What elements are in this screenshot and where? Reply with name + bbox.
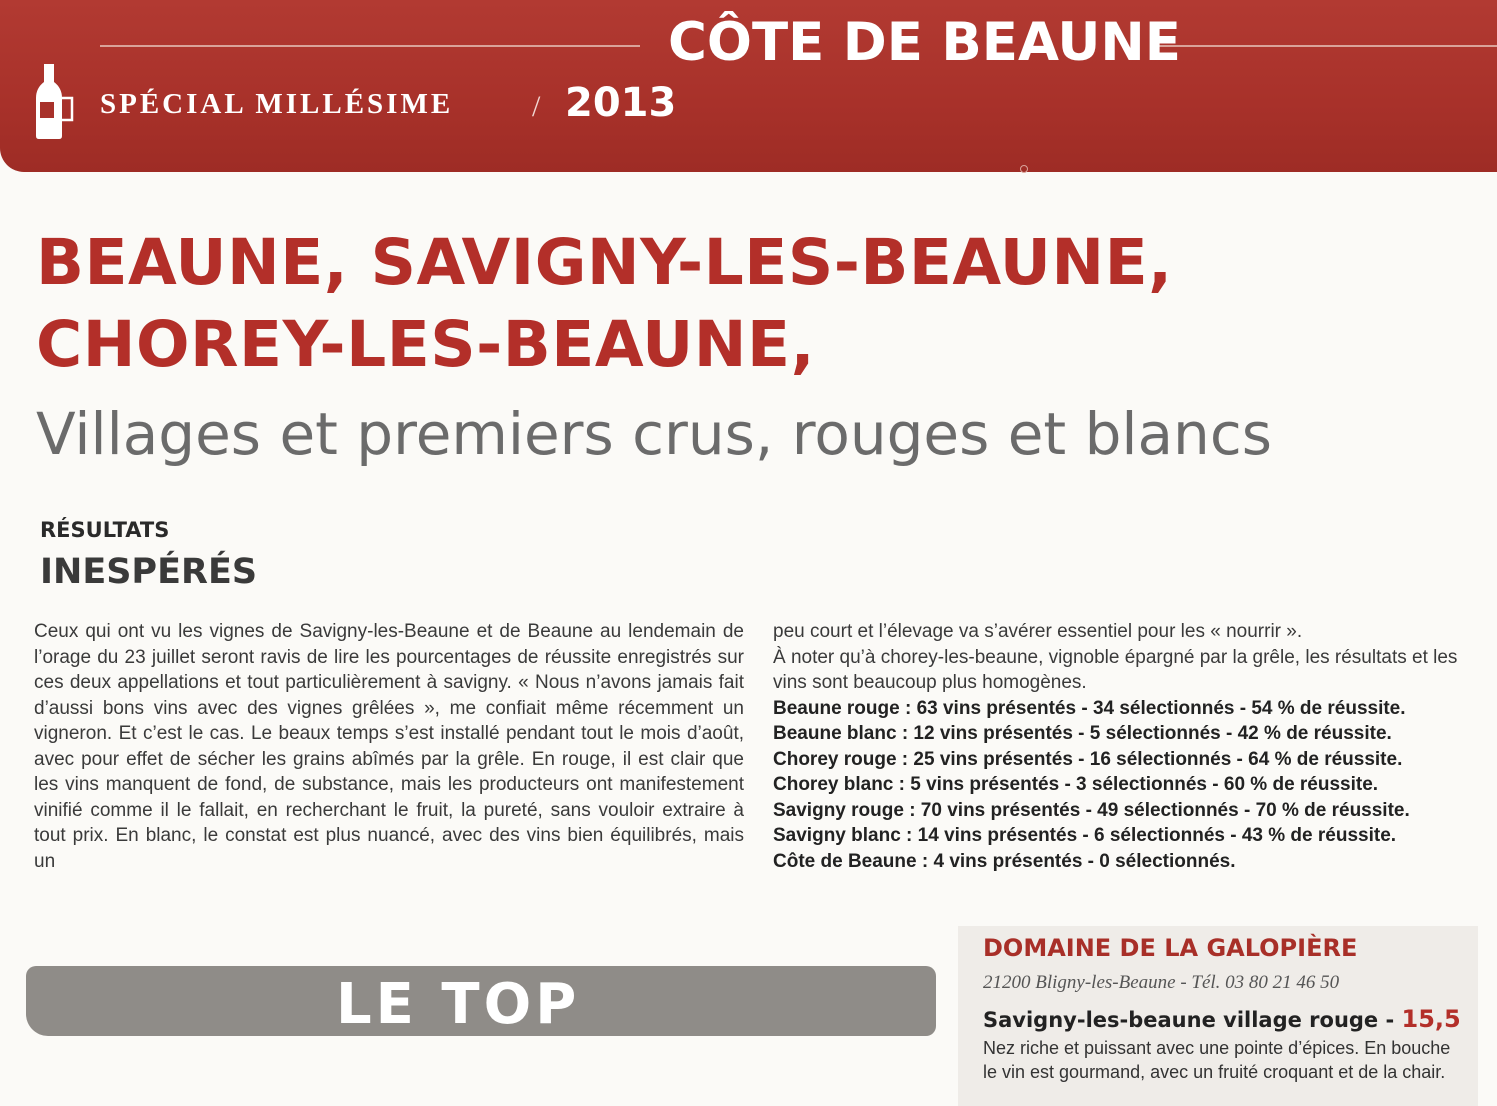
- stat-item: Chorey rouge : 25 vins présentés - 16 sélectionnés - 64 % de réussite.: [773, 748, 1403, 770]
- stat-item: Beaune rouge : 63 vins présentés - 34 sélectionnés - 54 % de réussite.: [773, 697, 1406, 719]
- article-column-right: [773, 619, 1463, 874]
- headline-line-2: CHOREY-LES-BEAUNE,: [36, 308, 815, 381]
- header-rule-left: [100, 45, 640, 47]
- article-note: À noter qu’à chorey-les-beaune, vignoble épargné par la grêle, les résultats et les vins sont beaucoup plus homogènes.: [773, 646, 1458, 693]
- results-kicker: RÉSULTATS: [40, 518, 170, 542]
- wine-name: Savigny-les-beaune village rouge -: [983, 1008, 1395, 1032]
- decorative-dot: [1020, 165, 1028, 173]
- header-rule-right: [1158, 45, 1497, 47]
- results-stats-list: [773, 696, 1463, 875]
- domaine-address: 21200 Bligny-les-Beaune - Tél. 03 80 21 46 50: [983, 972, 1340, 993]
- vintage-year: 2013: [565, 80, 677, 126]
- headline-line-1: BEAUNE, SAVIGNY-LES-BEAUNE,: [36, 226, 1173, 299]
- article-paragraph: Ceux qui ont vu les vignes de Savigny-les-Beaune et de Beaune au lendemain de l’orage du 23 juillet seront ravis de lire les pourcentages de réussite enregistrés sur ces deux appellations et tout particulièrement à savigny. « Nous n’avons jamais fait d’aussi bons vins avec des vignes grêlées », me confiait même récemment un vigneron. Et c’est le cas. Le beaux temps s’est installé pendant tout le mois d’août, avec pour effet de sécher les grains abîmés par la grêle. En rouge, il est clair que les vins manquent de fond, de substance, mais les producteurs ont manifestement vinifié comme il le fallait, en recherchant le fruit, la pureté, sans vouloir extraire à tout prix. En blanc, le constat est plus nuancé, avec des vins bien équilibrés, mais un: [34, 621, 744, 872]
- article-column-left: [34, 619, 744, 874]
- stat-item: Savigny rouge : 70 vins présentés - 49 sélectionnés - 70 % de réussite.: [773, 799, 1410, 821]
- results-title: INESPÉRÉS: [40, 552, 258, 592]
- stat-item: Côte de Beaune : 4 vins présentés - 0 sélectionnés.: [773, 850, 1236, 872]
- stat-item: Chorey blanc : 5 vins présentés - 3 sélectionnés - 60 % de réussite.: [773, 774, 1379, 795]
- stat-item: Beaune blanc : 12 vins présentés - 5 sélectionnés - 42 % de réussite.: [773, 723, 1392, 744]
- tasting-note: Nez riche et puissant avec une pointe d’épices. En bouche le vin est gourmand, avec un fruité croquant et de la chair.: [983, 1038, 1451, 1082]
- domaine-name: DOMAINE DE LA GALOPIÈRE: [983, 934, 1358, 962]
- special-label: SPÉCIAL MILLÉSIME: [100, 88, 454, 120]
- wine-score: 15,5: [1401, 1005, 1461, 1033]
- header-separator: /: [532, 90, 541, 123]
- wine-bottle-icon: [30, 62, 74, 140]
- headline-subtitle: Villages et premiers crus, rouges et blancs: [36, 400, 1272, 468]
- section-title: CÔTE DE BEAUNE: [668, 12, 1181, 73]
- article-paragraph-continued: peu court et l’élevage va s’avérer essentiel pour les « nourrir ».: [773, 621, 1303, 642]
- le-top-label: LE TOP: [336, 972, 581, 1037]
- wine-title: [983, 1005, 1461, 1033]
- stat-item: Savigny blanc : 14 vins présentés - 6 sélectionnés - 43 % de réussite.: [773, 825, 1397, 846]
